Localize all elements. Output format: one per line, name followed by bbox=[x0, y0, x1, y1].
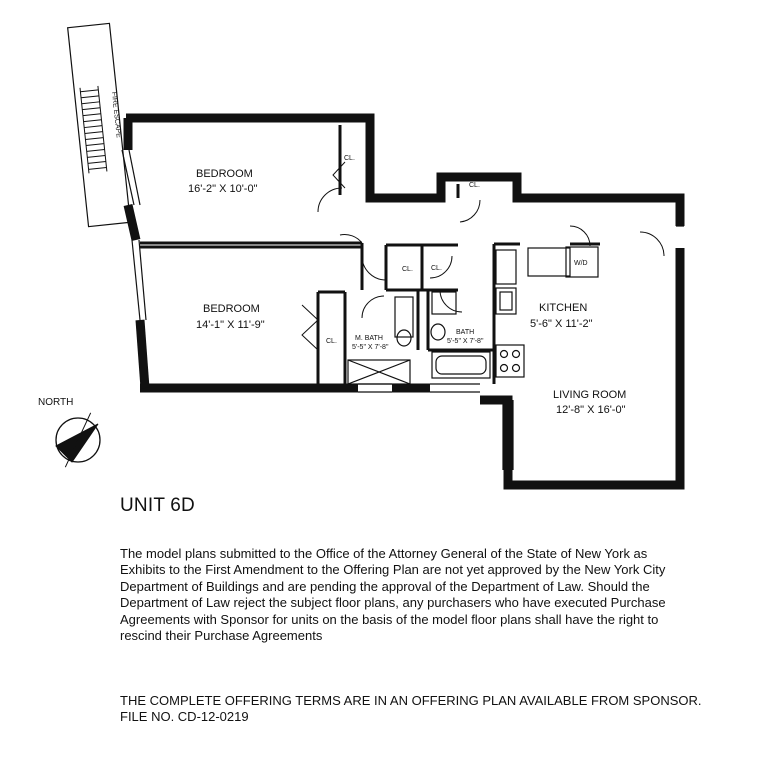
bath-dims: 5'-5" X 7'-8" bbox=[447, 338, 484, 345]
bedroom-1-dims: 16'-2" X 10'-0" bbox=[188, 183, 258, 195]
closet-label: CL. bbox=[402, 266, 413, 273]
kitchen-dims: 5'-6" X 11'-2" bbox=[530, 318, 593, 330]
bedroom-2-dims: 14'-1" X 11'-9" bbox=[196, 319, 265, 331]
closet-label: CL. bbox=[431, 265, 442, 272]
washer-dryer-label: W/D bbox=[574, 260, 588, 267]
north-label: NORTH bbox=[38, 397, 74, 408]
kitchen-name: KITCHEN bbox=[539, 302, 588, 314]
master-bath-name: M. BATH bbox=[355, 335, 383, 342]
living-room-dims: 12'-8" X 16'-0" bbox=[556, 404, 626, 416]
fire-escape-label: FIRE ESCAPE bbox=[110, 91, 122, 139]
north-arrow bbox=[38, 397, 100, 467]
bedroom-1-name: BEDROOM bbox=[196, 168, 253, 180]
living-room-name: LIVING ROOM bbox=[553, 389, 627, 401]
bedroom-2-name: BEDROOM bbox=[203, 303, 260, 315]
fire-escape bbox=[68, 23, 131, 226]
closet-label: CL. bbox=[326, 338, 337, 345]
closet-label: CL. bbox=[344, 155, 355, 162]
bath-name: BATH bbox=[456, 329, 475, 336]
unit-title: UNIT 6D bbox=[120, 495, 195, 516]
closet-label: CL. bbox=[469, 182, 480, 189]
disclaimer-text: The model plans submitted to the Office of the Attorney General of the State of New York as Exhibits to the First Amendment to the Offering Plan are not yet approved by the New York City Department of Buildings and are pending the approval of the Department of Law. Should the Department of Law reject the subject floor plans, any purchasers who have executed Purchase Agreements with Sponsor for units on the basis of the model floor plans shall have the right to rescind their Purchase Agreements bbox=[120, 546, 666, 644]
master-bath-dims: 5'-5" X 7'-8" bbox=[352, 344, 389, 351]
offering-terms-text: THE COMPLETE OFFERING TERMS ARE IN AN OFFERING PLAN AVAILABLE FROM SPONSOR. FILE NO. CD-12-0219 bbox=[120, 693, 702, 725]
doors bbox=[302, 162, 664, 350]
